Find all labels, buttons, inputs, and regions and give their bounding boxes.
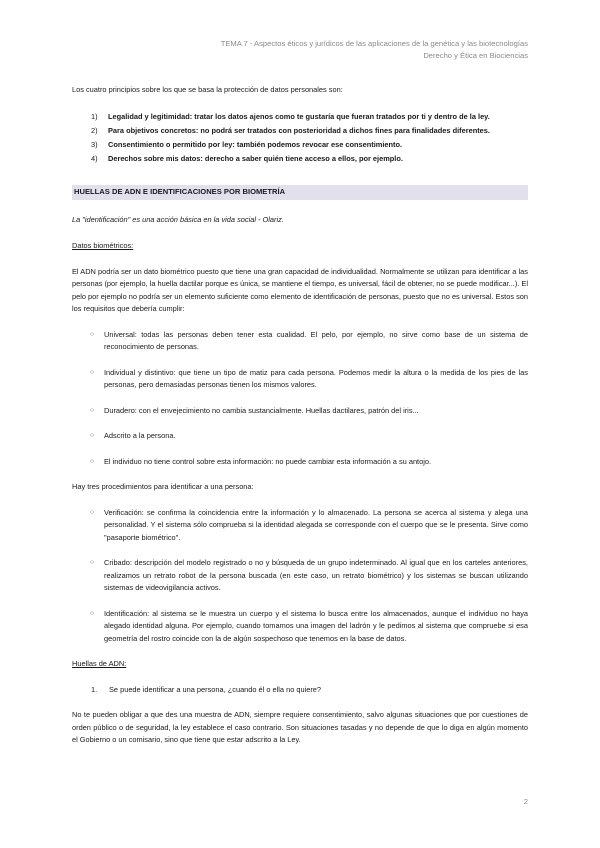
list-item-text: Para objetivos concretos: no podrá ser tratados con posterioridad a dichos fines para finalidades diferentes.: [108, 125, 490, 135]
list-item: [72, 329, 528, 354]
list-item-text: El individuo no tiene control sobre esta información: no puede cambiar esta información a su antojo.: [104, 456, 432, 466]
list-item-text: Consentimiento o permitido por ley: también podemos revocar ese consentimiento.: [108, 139, 403, 149]
procedures-list: [72, 507, 528, 646]
header-subject: Derecho y Ética en Biociencias: [423, 51, 528, 60]
question-item: [72, 684, 528, 697]
list-item-text: Universal: todas las personas deben tener esta cualidad. El pelo, por ejemplo, no sirve como base de un sistema de reconocimiento de personas.: [104, 329, 528, 351]
list-item: [72, 507, 528, 545]
list-item: [72, 430, 528, 443]
list-item-text: Legalidad y legitimidad: tratar los datos ajenos como te gustaría que fueran tratados por ti y dentro de la ley.: [108, 111, 490, 121]
list-item: [72, 139, 528, 152]
list-item: [72, 367, 528, 392]
principles-intro: Los cuatro principios sobre los que se basa la protección de datos personales son:: [72, 85, 343, 94]
list-item-number: 1): [91, 111, 98, 121]
bullet-circle-icon: ○: [90, 609, 94, 617]
bullet-circle-icon: ○: [90, 457, 94, 465]
list-item-text: Duradero: con el envejecimiento no cambia sustancialmente. Huellas dactilares, patrón del iris...: [104, 405, 419, 415]
list-item: [72, 125, 528, 138]
list-item: [72, 608, 528, 646]
list-item-text: Derechos sobre mis datos: derecho a saber quién tiene acceso a ellos, por ejemplo.: [108, 153, 403, 163]
section-heading: HUELLAS DE ADN E IDENTIFICACIONES POR BIOMETRÍA: [72, 185, 528, 200]
biometric-paragraph: El ADN podría ser un dato biométrico puesto que tiene una gran capacidad de individualidad. Normalmente se utilizan para identificar a las personas (por ejemplo, la huella dactilar porque es única, se mantiene el tiempo, es universal, fácil de obtener, no se puede modificar...). El pelo por ejemplo no podría ser un elemento suficiente como elemento de identificación de personas, puesto que no es universal. Estos son los requisitos que debería cumplir:: [72, 266, 528, 313]
page-header: [221, 38, 528, 62]
requirements-list: [72, 329, 528, 469]
list-item-number: 3): [91, 139, 98, 149]
list-item-text: Cribado: descripción del modelo registrado o no y búsqueda de un grupo indeterminado. Al igual que en los carteles anteriores, realizamos un retrato robot de la persona buscada (en este caso, un retrato biométrico) y los sistemas se buscan utilizando sistemas de videovigilancia activos.: [104, 558, 528, 592]
bullet-circle-icon: ○: [90, 559, 94, 566]
biometric-data-heading: Datos biométricos:: [72, 241, 134, 250]
question-number: 1.: [91, 684, 98, 694]
page-content: [72, 84, 528, 747]
list-item: [72, 557, 528, 595]
list-item-text: Adscrito a la persona.: [104, 431, 176, 440]
list-item: [72, 456, 528, 469]
principles-list: [72, 111, 528, 166]
bullet-circle-icon: ○: [90, 330, 94, 338]
list-item-text: Verificación: se confirma la coincidencia entre la información y lo almacenado. La persona se acerca al sistema y alega una personalidad. Y el sistema sólo comprueba si la identidad alegada se corresponde con el cuerpo que se le presenta. Sirve como "pasaporte biométrico".: [104, 507, 528, 542]
bullet-circle-icon: ○: [90, 432, 94, 439]
list-item: [72, 153, 528, 166]
list-item-number: 2): [91, 125, 98, 135]
final-paragraph: No te pueden obligar a que des una muestra de ADN, siempre requiere consentimiento, salvo algunas situaciones que por cuestiones de orden público o de seguridad, la ley establece el caso contrario. Son situaciones tasadas y no depende de que lo diga en algún momento el Gobierno o un comisario, sino que tiene que estar adscrito a la Ley.: [72, 710, 528, 744]
bullet-circle-icon: ○: [90, 406, 94, 414]
quote: La "identificación" es una acción básica en la vida social - Olariz.: [72, 214, 284, 224]
header-course-topic: TEMA 7 - Aspectos éticos y jurídicos de las aplicaciones de la genética y las biotecnologías: [220, 39, 528, 48]
question-text: Se puede identificar a una persona, ¿cuando él o ella no quiere?: [109, 684, 322, 694]
dna-heading: Huellas de ADN:: [72, 659, 127, 668]
bullet-circle-icon: ○: [90, 368, 94, 376]
list-item: [72, 111, 528, 124]
bullet-circle-icon: ○: [90, 508, 94, 516]
list-item: [72, 405, 528, 418]
list-item-text: Identificación: al sistema se le muestra un cuerpo y el sistema lo busca entre los almacenados, aunque el individuo no haya alegado identidad alguna. Por ejemplo, cuando tomamos una imagen del ladrón y le pedimos al sistema que compruebe si esa geometría del rostro coincide con la de algún sospechoso que tenemos en la base de datos.: [104, 608, 528, 643]
procedures-intro: Hay tres procedimientos para identificar a una persona:: [72, 482, 254, 491]
list-item-text: Individual y distintivo: que tiene un tipo de matiz para cada persona. Podemos medir la altura o la medida de los pies de las personas, pero demasiadas personas tienen los mismos valores.: [104, 367, 528, 389]
page-number: 2: [523, 797, 528, 806]
list-item-number: 4): [91, 153, 98, 163]
